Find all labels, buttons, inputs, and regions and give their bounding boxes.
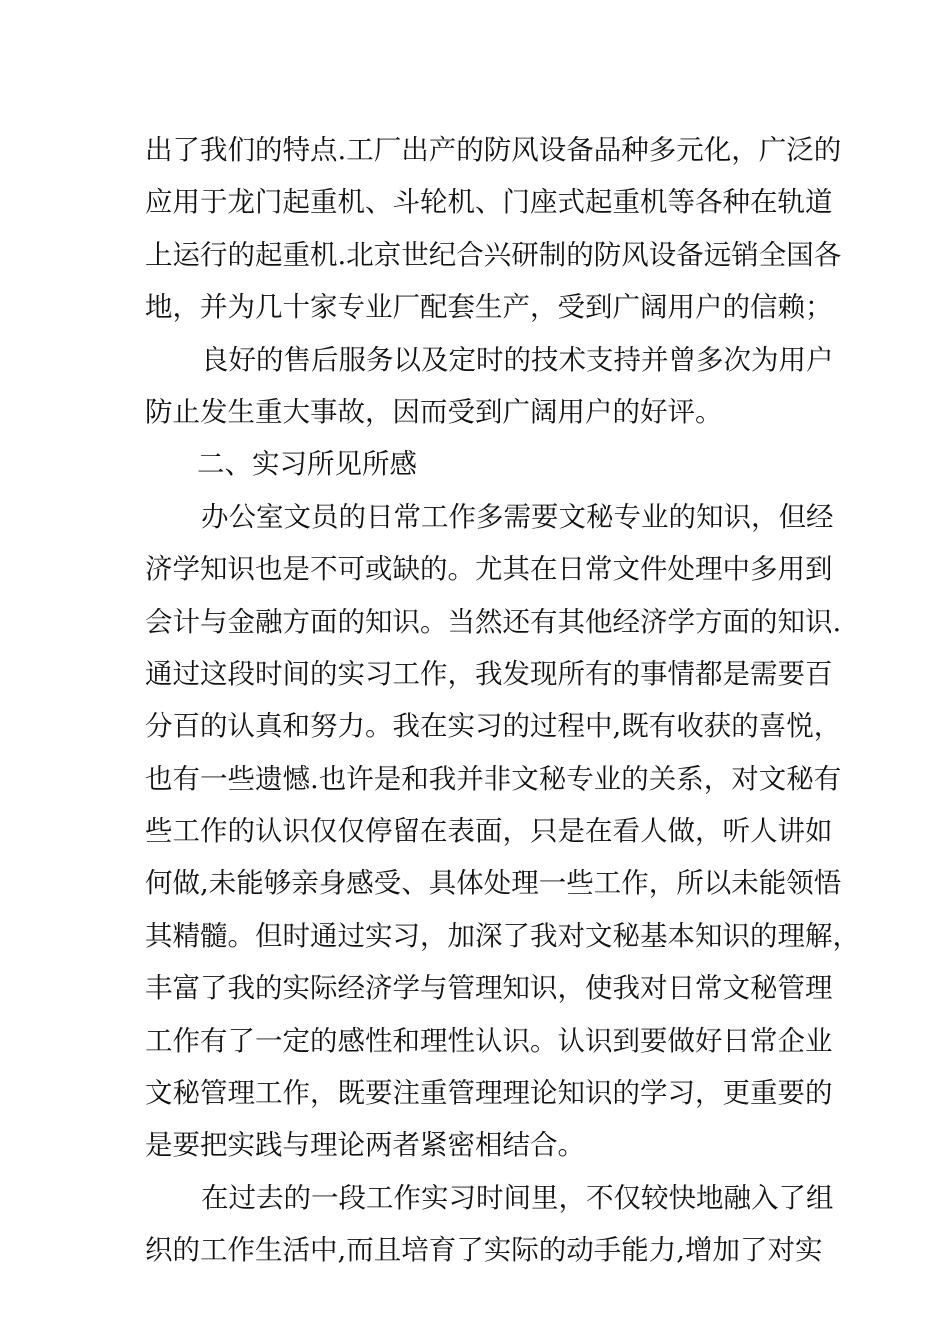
text-line: 工作有了一定的感性和理性认识。认识到要做好日常企业 (145, 1024, 833, 1057)
paragraph-after-sales-service (145, 334, 834, 439)
text-line: 也有一些遗憾.也许是和我并非文秘专业的关系，对文秘有 (145, 762, 842, 795)
text-line: 出了我们的特点.工厂出产的防风设备品种多元化，广泛的 (145, 134, 842, 166)
text-line: 织的工作生活中,而且培育了实际的动手能力,增加了对实 (145, 1234, 823, 1267)
text-line: 防止发生重大事故，因而受到广阔用户的好评。 (145, 395, 723, 428)
text-line: 在过去的一段工作实习时间里，不仅较快地融入了组 (201, 1181, 834, 1214)
paragraph-internship-period (145, 1172, 834, 1277)
text-line: 是要把实践与理论两者紧密相结合。 (145, 1129, 585, 1162)
text-line: 办公室文员的日常工作多需要文秘专业的知识，但经 (201, 500, 834, 533)
document-body (145, 124, 860, 1277)
text-line: 通过这段时间的实习工作，我发现所有的事情都是需要百 (145, 657, 833, 690)
text-line: 济学知识也是不可或缺的。尤其在日常文件处理中多用到 (145, 553, 833, 586)
text-line: 上运行的起重机.北京世纪合兴研制的防风设备远销全国各 (145, 238, 842, 271)
text-line: 文秘管理工作，既要注重管理理论知识的学习，更重要的 (145, 1077, 833, 1110)
section-heading-text: 二、实习所见所感 (197, 448, 417, 481)
text-line: 地，并为几十家专业厂配套生产，受到广阔用户的信赖； (145, 291, 833, 324)
text-line: 良好的售后服务以及定时的技术支持并曾多次为用户 (201, 343, 834, 376)
text-line: 应用于龙门起重机、斗轮机、门座式起重机等各种在轨道 (145, 186, 833, 219)
text-line: 丰富了我的实际经济学与管理知识，使我对日常文秘管理 (145, 972, 833, 1005)
paragraph-company-products (145, 124, 842, 334)
text-line: 其精髓。但时通过实习，加深了我对文秘基本知识的理解， (145, 919, 860, 952)
text-line: 何做,未能够亲身感受、具体处理一些工作，所以未能领悟 (145, 867, 842, 900)
text-line: 会计与金融方面的知识。当然还有其他经济学方面的知识. (145, 605, 842, 638)
section-heading (145, 438, 810, 490)
paragraph-internship-experience (145, 491, 860, 1172)
text-line: 分百的认真和努力。我在实习的过程中,既有收获的喜悦， (145, 710, 842, 743)
text-line: 些工作的认识仅仅停留在表面，只是在看人做，听人讲如 (145, 815, 833, 848)
